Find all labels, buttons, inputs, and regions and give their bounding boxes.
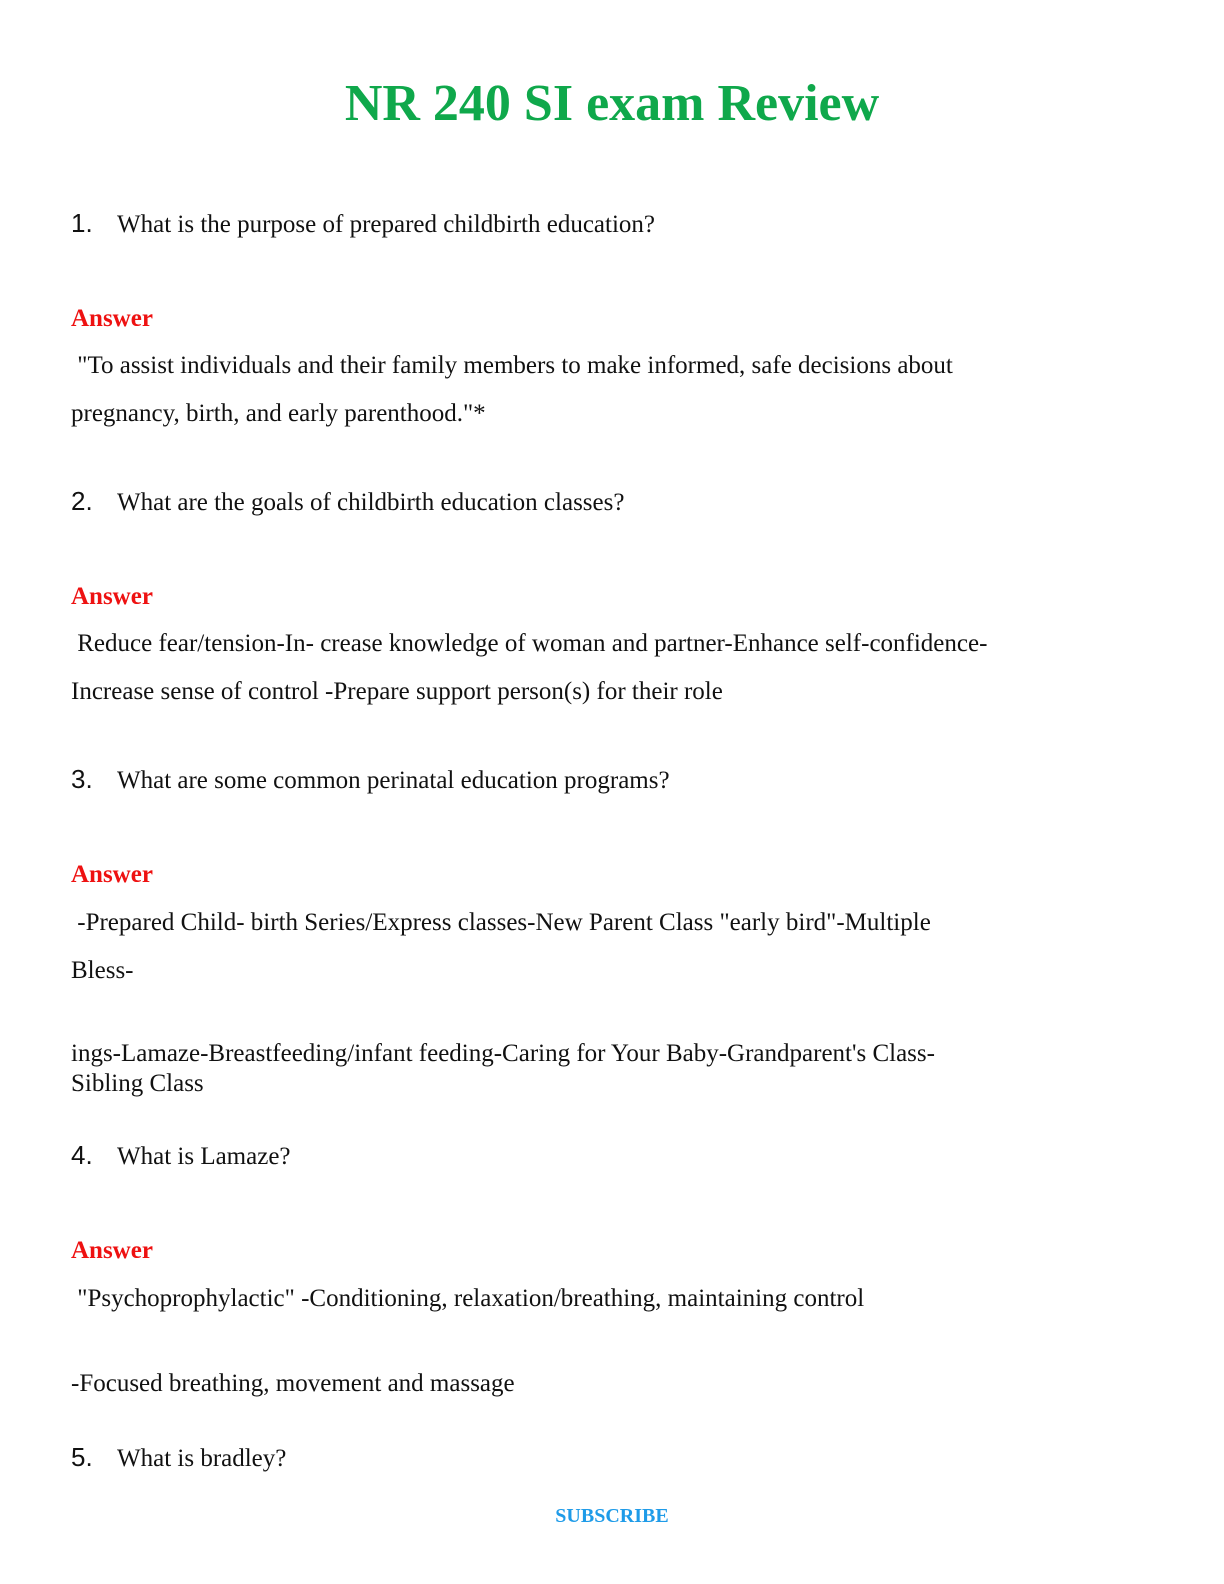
answer-line: Reduce fear/tension-In- crease knowledge of woman and partner-Enhance self-confidence- <box>71 630 988 657</box>
question-text: What is the purpose of prepared childbirth education? <box>117 211 656 238</box>
answer-line: "To assist individuals and their family members to make informed, safe decisions about <box>71 352 953 379</box>
answer-line: ings-Lamaze-Breastfeeding/infant feeding-Caring for Your Baby-Grandparent's Class- <box>71 1040 935 1067</box>
answer-label: Answer <box>71 861 153 888</box>
question-3 <box>71 764 670 796</box>
question-text: What are some common perinatal education programs? <box>117 767 670 794</box>
answer-label: Answer <box>71 305 153 332</box>
answer-line: "Psychoprophylactic" -Conditioning, relaxation/breathing, maintaining control <box>71 1285 865 1312</box>
question-text: What is Lamaze? <box>117 1143 291 1170</box>
question-5 <box>71 1442 286 1474</box>
question-1 <box>71 208 655 240</box>
question-text: What is bradley? <box>117 1445 287 1472</box>
answer-4-continuation <box>71 1369 1111 1399</box>
answer-4 <box>71 1275 1111 1323</box>
question-number: 3. <box>71 764 93 794</box>
answer-line: Increase sense of control -Prepare support person(s) for their role <box>71 678 723 705</box>
question-4 <box>71 1140 291 1172</box>
answer-3 <box>71 899 1111 995</box>
document-title: NR 240 SI exam Review <box>344 75 880 132</box>
answer-label: Answer <box>71 1237 153 1264</box>
question-number: 2. <box>71 486 93 516</box>
answer-line: -Focused breathing, movement and massage <box>71 1370 515 1397</box>
subscribe-link[interactable]: SUBSCRIBE <box>555 1505 669 1527</box>
answer-3-continuation <box>71 1039 1111 1099</box>
answer-line: Bless- <box>71 957 134 984</box>
answer-line: -Prepared Child- birth Series/Express classes-New Parent Class "early bird"-Multiple <box>71 909 931 936</box>
question-number: 5. <box>71 1442 93 1472</box>
question-number: 4. <box>71 1140 93 1170</box>
question-2 <box>71 486 624 518</box>
answer-line: pregnancy, birth, and early parenthood."* <box>71 400 486 427</box>
question-number: 1. <box>71 208 93 238</box>
answer-2 <box>71 620 1111 716</box>
question-text: What are the goals of childbirth education classes? <box>117 489 625 516</box>
answer-label: Answer <box>71 583 153 610</box>
answer-1 <box>71 342 1111 438</box>
answer-line: Sibling Class <box>71 1070 204 1097</box>
